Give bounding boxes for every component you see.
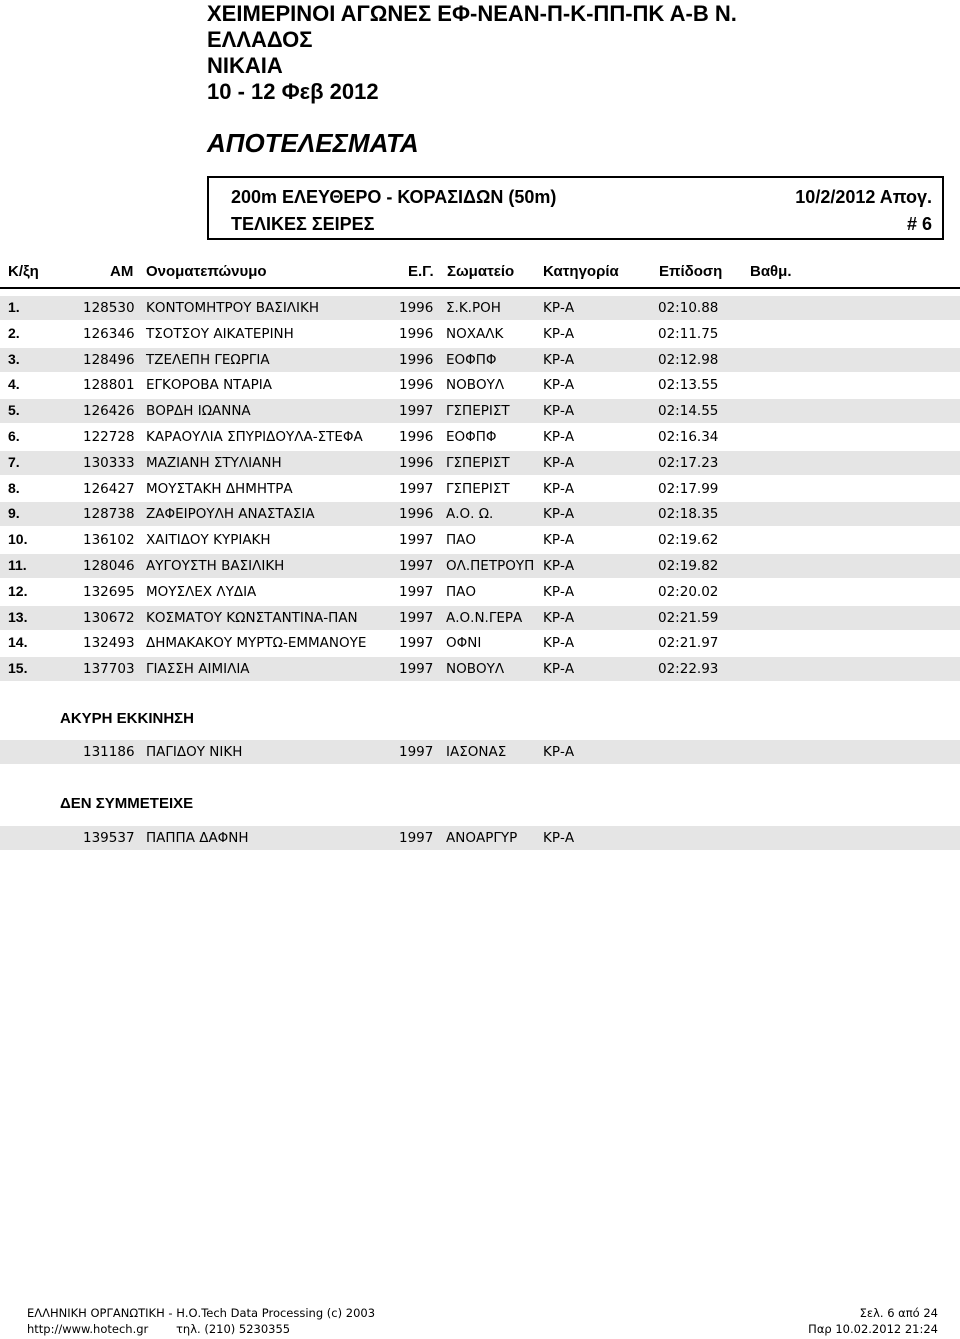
category: ΚΡ-Α [543, 454, 575, 471]
am: 126346 [83, 325, 135, 342]
am: 126427 [83, 480, 135, 497]
athlete-name: ΠΑΓΙΔΟΥ ΝΙΚΗ [146, 744, 243, 760]
table-row [0, 322, 960, 346]
time: 02:19.62 [658, 532, 719, 549]
rank: 11. [8, 557, 27, 573]
table-row [0, 451, 960, 475]
rank: 9. [8, 505, 20, 522]
club: ΠΑΟ [446, 532, 477, 549]
category: ΚΡ-Α [543, 300, 575, 316]
results-title: ΑΠΟΤΕΛΕΣΜΑΤΑ [207, 128, 419, 158]
birth-year: 1996 [399, 377, 434, 394]
category: ΚΡ-Α [543, 558, 575, 574]
am: 131186 [83, 744, 135, 760]
category: ΚΡ-Α [543, 325, 575, 342]
birth-year: 1997 [399, 830, 434, 846]
athlete-name: ΜΟΥΣΛΕΧ ΛΥΔΙΑ [146, 583, 257, 600]
am: 128738 [83, 506, 135, 523]
athlete-name: ΑΥΓΟΥΣΤΗ ΒΑΣΙΛΙΚΗ [146, 558, 285, 574]
footer-printed: Παρ 10.02.2012 21:24 [808, 1322, 938, 1336]
birth-year: 1997 [399, 661, 434, 678]
category: ΚΡ-Α [543, 583, 575, 600]
athlete-name: ΚΟΣΜΑΤΟΥ ΚΩΝΣΤΑΝΤΙΝΑ-ΠΑΝ [146, 609, 358, 626]
birth-year: 1997 [399, 609, 434, 626]
club: ΕΟΦΠΦ [446, 351, 497, 368]
am: 136102 [83, 532, 135, 549]
col-name: Ονοματεπώνυμο [146, 263, 267, 280]
birth-year: 1996 [399, 506, 434, 523]
column-headers [0, 263, 960, 283]
table-row [0, 399, 960, 423]
club: Α.Ο. Ω. [446, 506, 494, 523]
rank: 14. [8, 634, 28, 651]
am: 128530 [83, 300, 135, 316]
table-row [0, 348, 960, 372]
time: 02:20.02 [658, 583, 719, 600]
birth-year: 1997 [399, 532, 434, 549]
club: ΟΦΝΙ [446, 635, 482, 652]
title-line-1: ΧΕΙΜΕΡΙΝΟΙ ΑΓΩΝΕΣ ΕΦ-ΝΕΑΝ-Π-Κ-ΠΠ-ΠΚ Α-Β Ν. [207, 1, 737, 26]
rank: 13. [8, 608, 28, 625]
category: ΚΡ-Α [543, 635, 575, 652]
event-box [207, 176, 944, 240]
club: ΝΟΧΑΛΚ [446, 325, 504, 342]
table-row [0, 477, 960, 501]
athlete-name: ΚΟΝΤΟΜΗΤΡΟΥ ΒΑΣΙΛΙΚΗ [146, 300, 320, 316]
club: Α.Ο.Ν.ΓΕΡΑ [446, 609, 523, 626]
club: ΓΣΠΕΡΙΣΤ [446, 480, 510, 497]
club: ΙΑΣΟΝΑΣ [446, 744, 507, 760]
table-row [0, 631, 960, 655]
footer-page: Σελ. 6 από 24 [859, 1306, 938, 1320]
athlete-name: ΕΓΚΟΡΟΒΑ ΝΤΑΡΙΑ [146, 377, 273, 394]
am: 128046 [83, 558, 135, 574]
col-year: Ε.Γ. [408, 263, 434, 280]
am: 128496 [83, 351, 135, 368]
athlete-name: ΠΑΠΠΑ ΔΑΦΝΗ [146, 830, 249, 846]
birth-year: 1996 [399, 325, 434, 342]
table-row [0, 657, 960, 681]
club: ΝΟΒΟΥΛ [446, 661, 505, 678]
header-divider [0, 287, 960, 289]
time: 02:18.35 [658, 506, 719, 523]
time: 02:14.55 [658, 403, 719, 420]
birth-year: 1997 [399, 403, 434, 420]
table-row [0, 373, 960, 397]
rank: 10. [8, 531, 28, 548]
col-rank: Κ/ξη [8, 263, 39, 280]
birth-year: 1996 [399, 300, 434, 316]
did-not-participate-row [0, 826, 960, 850]
category: ΚΡ-Α [543, 480, 575, 497]
rank: 8. [8, 479, 20, 496]
rank: 15. [8, 660, 28, 677]
rank: 7. [8, 453, 20, 470]
rank: 3. [8, 350, 20, 367]
rank: 2. [8, 324, 20, 341]
am: 137703 [83, 661, 135, 678]
table-row [0, 554, 960, 578]
birth-year: 1997 [399, 583, 434, 600]
event-name: 200m ΕΛΕΥΘΕΡΟ - ΚΟΡΑΣΙΔΩΝ (50m) [231, 187, 557, 207]
athlete-name: ΜΟΥΣΤΑΚΗ ΔΗΜΗΤΡΑ [146, 480, 293, 497]
athlete-name: ΔΗΜΑΚΑΚΟΥ ΜΥΡΤΩ-ΕΜΜΑΝΟΥΕ [146, 635, 367, 652]
time: 02:21.97 [658, 635, 719, 652]
title-line-2: ΕΛΛΑΔΟΣ [207, 27, 313, 52]
club: Σ.Κ.ΡΟΗ [446, 300, 501, 316]
club: ΓΣΠΕΡΙΣΤ [446, 454, 510, 471]
birth-year: 1997 [399, 744, 434, 760]
category: ΚΡ-Α [543, 403, 575, 420]
category: ΚΡ-Α [543, 661, 575, 678]
am: 132695 [83, 583, 135, 600]
time: 02:16.34 [658, 429, 719, 445]
birth-year: 1996 [399, 351, 434, 368]
time: 02:17.99 [658, 480, 719, 497]
col-time: Επίδοση [659, 263, 723, 280]
location: ΝΙΚΑΙΑ [207, 53, 283, 78]
time: 02:11.75 [658, 325, 719, 342]
col-cat: Κατηγορία [543, 263, 619, 280]
am: 130333 [83, 454, 135, 471]
category: ΚΡ-Α [543, 830, 575, 846]
athlete-name: ΜΑΖΙΑΝΗ ΣΤΥΛΙΑΝΗ [146, 454, 282, 471]
col-points: Βαθμ. [750, 263, 792, 280]
club: ΓΣΠΕΡΙΣΤ [446, 403, 510, 420]
athlete-name: ΤΖΕΛΕΠΗ ΓΕΩΡΓΙΑ [146, 351, 270, 368]
time: 02:19.82 [658, 558, 719, 574]
invalid-start-title: ΑΚΥΡΗ ΕΚΚΙΝΗΣΗ [60, 710, 195, 727]
am: 130672 [83, 609, 135, 626]
rank: 12. [8, 582, 28, 599]
event-series: ΤΕΛΙΚΕΣ ΣΕΙΡΕΣ [231, 214, 375, 234]
athlete-name: ΖΑΦΕΙΡΟΥΛΗ ΑΝΑΣΤΑΣΙΑ [146, 506, 315, 523]
athlete-name: ΚΑΡΑΟΥΛΙΑ ΣΠΥΡΙΔΟΥΛΑ-ΣΤΕΦΑ [146, 429, 363, 445]
table-row [0, 296, 960, 320]
time: 02:10.88 [658, 300, 719, 316]
club: ΝΟΒΟΥΛ [446, 377, 505, 394]
event-date: 10/2/2012 Απογ. [795, 187, 932, 207]
category: ΚΡ-Α [543, 377, 575, 394]
rank: 1. [8, 299, 20, 315]
rank: 4. [8, 376, 20, 393]
rank: 5. [8, 402, 20, 419]
time: 02:13.55 [658, 377, 719, 394]
category: ΚΡ-Α [543, 351, 575, 368]
rank: 6. [8, 428, 20, 444]
time: 02:12.98 [658, 351, 719, 368]
category: ΚΡ-Α [543, 609, 575, 626]
time: 02:22.93 [658, 661, 719, 678]
am: 132493 [83, 635, 135, 652]
birth-year: 1997 [399, 635, 434, 652]
am: 128801 [83, 377, 135, 394]
col-am: ΑΜ [110, 263, 134, 280]
table-row [0, 580, 960, 604]
athlete-name: ΓΙΑΣΣΗ ΑΙΜΙΛΙΑ [146, 661, 250, 678]
birth-year: 1996 [399, 429, 434, 445]
footer-org: ΕΛΛΗΝΙΚΗ ΟΡΓΑΝΩΤΙΚΗ - Η.Ο.Tech Data Processing (c) 2003 [27, 1306, 376, 1320]
dates: 10 - 12 Φεβ 2012 [207, 79, 379, 104]
category: ΚΡ-Α [543, 744, 575, 760]
col-club: Σωματείο [447, 263, 515, 280]
did-not-participate-title: ΔΕΝ ΣΥΜΜΕΤΕΙΧΕ [60, 795, 194, 812]
birth-year: 1996 [399, 454, 434, 471]
category: ΚΡ-Α [543, 506, 575, 523]
table-row [0, 425, 960, 449]
time: 02:17.23 [658, 454, 719, 471]
am: 139537 [83, 830, 135, 846]
club: ΑΝΟΑΡΓΥΡ [446, 830, 518, 846]
am: 126426 [83, 403, 135, 420]
club: ΠΑΟ [446, 583, 477, 600]
athlete-name: ΧΑΙΤΙΔΟΥ ΚΥΡΙΑΚΗ [146, 532, 271, 549]
am: 122728 [83, 429, 135, 445]
table-row [0, 528, 960, 552]
footer-url[interactable]: http://www.hotech.gr [27, 1322, 149, 1336]
event-number: # 6 [906, 214, 932, 234]
time: 02:21.59 [658, 609, 719, 626]
club: ΕΟΦΠΦ [446, 429, 497, 445]
club: ΟΛ.ΠΕΤΡΟΥΠ [446, 558, 535, 574]
category: ΚΡ-Α [543, 429, 575, 445]
birth-year: 1997 [399, 480, 434, 497]
athlete-name: ΤΣΟΤΣΟΥ ΑΙΚΑΤΕΡΙΝΗ [146, 325, 294, 342]
athlete-name: ΒΟΡΔΗ ΙΩΑΝΝΑ [146, 403, 251, 420]
footer-phone: τηλ. (210) 5230355 [176, 1322, 291, 1336]
birth-year: 1997 [399, 558, 434, 574]
category: ΚΡ-Α [543, 532, 575, 549]
invalid-start-row [0, 740, 960, 764]
table-row [0, 502, 960, 526]
table-row [0, 606, 960, 630]
